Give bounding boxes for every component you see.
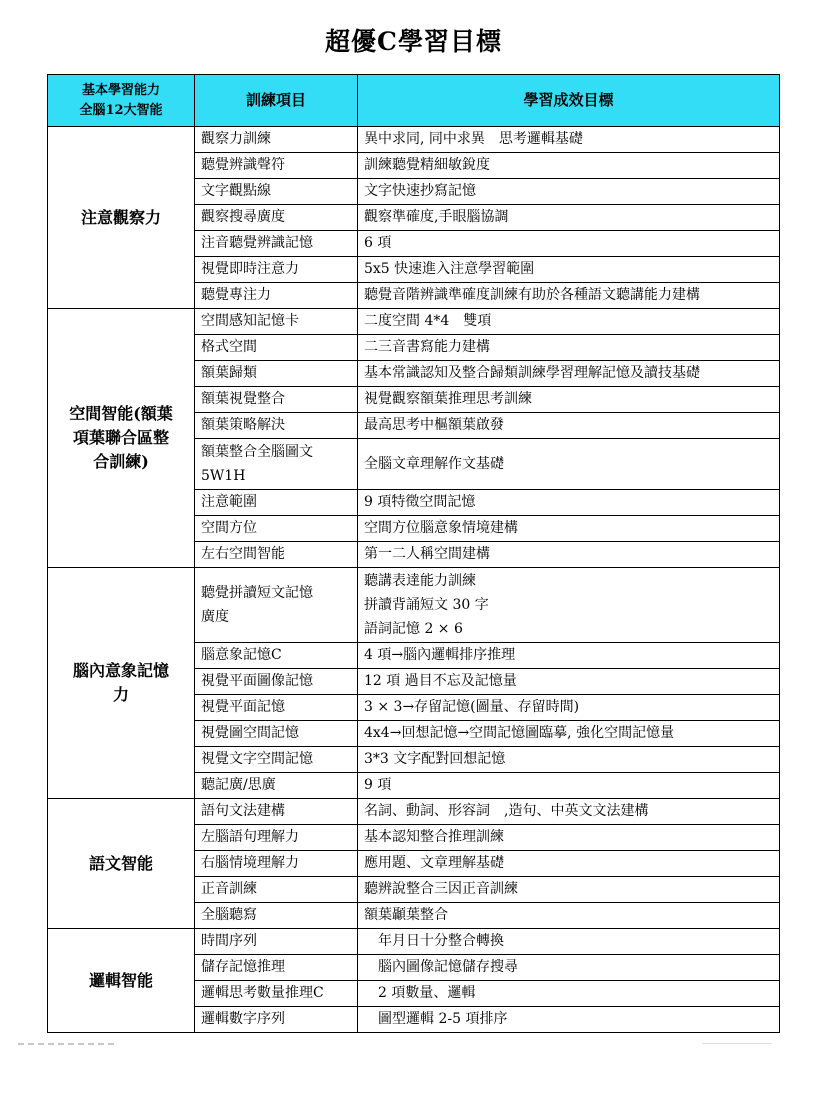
training-item (195, 439, 358, 490)
learning-goal: 5x5 快速進入注意學習範圍 (358, 257, 780, 283)
page-title: 超優C學習目標 (325, 27, 502, 56)
learning-goal-line3: 語詞記憶 2 × 6 (364, 621, 463, 637)
header-row (48, 75, 780, 127)
table-row (48, 127, 780, 153)
learning-goal: 聽覺音階辨識準確度訓練有助於各種語文聽講能力建構 (358, 283, 780, 309)
learning-goal: 4 項→腦內邏輯排序推理 (358, 643, 780, 669)
scan-artifact (18, 1043, 118, 1045)
learning-goal: 腦內圖像記憶儲存搜尋 (358, 955, 780, 981)
learning-goal (358, 568, 780, 643)
training-item: 邏輯數字序列 (195, 1007, 358, 1033)
table-row (48, 929, 780, 955)
training-item: 空間方位 (195, 516, 358, 542)
training-item: 額葉策略解決 (195, 413, 358, 439)
learning-goal: 額葉顳葉整合 (358, 903, 780, 929)
learning-goal: 年月日十分整合轉換 (358, 929, 780, 955)
learning-goal: 3*3 文字配對回想記憶 (358, 747, 780, 773)
category-spatial-line1: 空間智能(額葉 (69, 404, 173, 423)
learning-goal: 應用題、文章理解基礎 (358, 851, 780, 877)
learning-goal: 空間方位腦意象情境建構 (358, 516, 780, 542)
learning-goal: 2 項數量、邏輯 (358, 981, 780, 1007)
training-item: 觀察力訓練 (195, 127, 358, 153)
training-item-line2: 5W1H (201, 468, 246, 484)
category-attention: 注意觀察力 (48, 127, 195, 309)
learning-goal: 文字快速抄寫記憶 (358, 179, 780, 205)
training-item: 文字觀點線 (195, 179, 358, 205)
learning-goal: 二度空間 4*4 雙項 (358, 309, 780, 335)
training-item: 時間序列 (195, 929, 358, 955)
learning-goal: 基本常識認知及整合歸類訓練學習理解記憶及讀技基礎 (358, 361, 780, 387)
learning-goal: 基本認知整合推理訓練 (358, 825, 780, 851)
learning-goal: 9 項 (358, 773, 780, 799)
training-item: 注音聽覺辨識記憶 (195, 231, 358, 257)
learning-goal: 第一二人稱空間建構 (358, 542, 780, 568)
learning-goal: 視覺觀察額葉推理思考訓練 (358, 387, 780, 413)
training-item: 左右空間智能 (195, 542, 358, 568)
training-item-line1: 聽覺拼讀短文記憶 (201, 585, 313, 601)
training-item: 全腦聽寫 (195, 903, 358, 929)
learning-goal: 12 項 過目不忘及記憶量 (358, 669, 780, 695)
training-item: 邏輯思考數量推理C (195, 981, 358, 1007)
category-spatial-line3: 合訓練) (93, 452, 149, 471)
category-logic: 邏輯智能 (48, 929, 195, 1033)
training-item: 聽覺專注力 (195, 283, 358, 309)
training-item-line1: 額葉整合全腦圖文 (201, 444, 313, 460)
category-language: 語文智能 (48, 799, 195, 929)
training-item: 視覺即時注意力 (195, 257, 358, 283)
training-item: 聽記廣/思廣 (195, 773, 358, 799)
learning-goal: 圖型邏輯 2-5 項排序 (358, 1007, 780, 1033)
category-imagery-line1: 腦內意象記憶 (72, 661, 169, 680)
table-row (48, 309, 780, 335)
learning-goal: 全腦文章理解作文基礎 (358, 439, 780, 490)
learning-goals-table (47, 74, 780, 1033)
training-item: 右腦情境理解力 (195, 851, 358, 877)
header-ability-line2: 全腦12大智能 (79, 102, 163, 118)
learning-goal: 6 項 (358, 231, 780, 257)
training-item: 注意範圍 (195, 490, 358, 516)
learning-goal: 9 項特徵空間記憶 (358, 490, 780, 516)
learning-goal: 異中求同, 同中求異 思考邏輯基礎 (358, 127, 780, 153)
header-learning-goal: 學習成效目標 (358, 75, 780, 127)
training-item: 額葉歸類 (195, 361, 358, 387)
training-item: 空間感知記憶卡 (195, 309, 358, 335)
training-item: 格式空間 (195, 335, 358, 361)
training-item: 視覺文字空間記憶 (195, 747, 358, 773)
category-spatial (48, 309, 195, 568)
training-item-line2: 廣度 (201, 609, 229, 625)
category-imagery-line2: 力 (112, 685, 129, 704)
training-item (195, 568, 358, 643)
learning-goal: 訓練聽覺精細敏銳度 (358, 153, 780, 179)
training-item: 視覺平面圖像記憶 (195, 669, 358, 695)
training-item: 正音訓練 (195, 877, 358, 903)
learning-goal: 名詞、動詞、形容詞 ,造句、中英文文法建構 (358, 799, 780, 825)
training-item: 觀察搜尋廣度 (195, 205, 358, 231)
table-row (48, 568, 780, 643)
learning-goal: 4x4→回想記憶→空間記憶圖臨摹, 強化空間記憶量 (358, 721, 780, 747)
learning-goal-line2: 拼讀背誦短文 30 字 (364, 597, 489, 613)
header-ability (48, 75, 195, 127)
training-item: 視覺圖空間記憶 (195, 721, 358, 747)
learning-goal: 最高思考中樞額葉啟發 (358, 413, 780, 439)
training-item: 儲存記憶推理 (195, 955, 358, 981)
table-row (48, 799, 780, 825)
learning-goal-line1: 聽講表達能力訓練 (364, 573, 476, 589)
learning-goal: 觀察準確度,手眼腦協調 (358, 205, 780, 231)
learning-goal: 聽辨說整合三因正音訓練 (358, 877, 780, 903)
learning-goal: 二三音書寫能力建構 (358, 335, 780, 361)
category-spatial-line2: 項葉聯合區整 (72, 428, 169, 447)
learning-goal: 3 × 3→存留記憶(圖量、存留時間) (358, 695, 780, 721)
header-ability-line1: 基本學習能力 (81, 82, 160, 98)
training-item: 語句文法建構 (195, 799, 358, 825)
training-item: 左腦語句理解力 (195, 825, 358, 851)
training-item: 視覺平面記憶 (195, 695, 358, 721)
training-item: 腦意象記憶C (195, 643, 358, 669)
training-item: 聽覺辨識聲符 (195, 153, 358, 179)
scan-artifact (702, 1043, 772, 1044)
header-training-item: 訓練項目 (195, 75, 358, 127)
training-item: 額葉視覺整合 (195, 387, 358, 413)
category-mental-imagery (48, 568, 195, 799)
